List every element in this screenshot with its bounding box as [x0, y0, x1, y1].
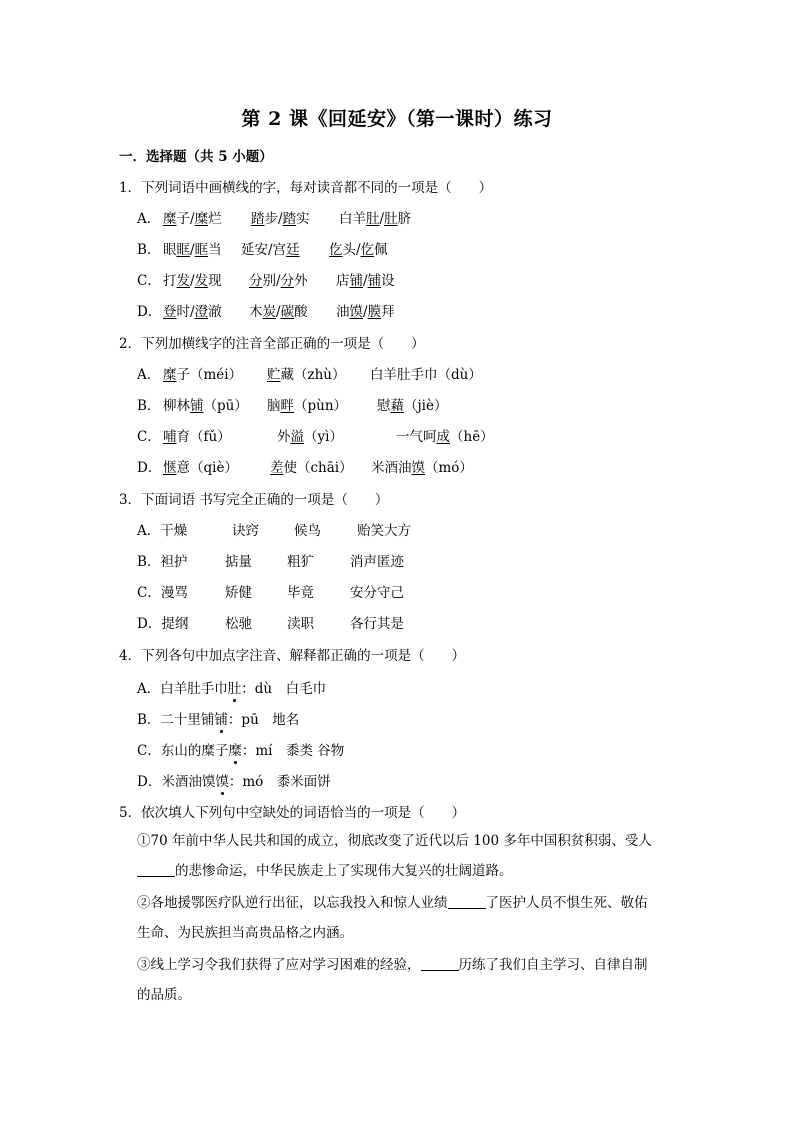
text-fragment: 头/ — [342, 242, 361, 258]
text-fragment: 眶 — [176, 242, 190, 258]
text-fragment: A． — [137, 367, 161, 383]
text-fragment: 藉 — [390, 398, 404, 414]
text-fragment: ：dù 白毛巾 — [241, 681, 327, 697]
text-fragment: 馍 — [411, 460, 425, 476]
text-fragment: 白羊肚手巾（dù） — [370, 367, 482, 383]
sentence-2-line-2: 生命、为民族担当高贵品格之内涵。 — [137, 925, 353, 941]
text-fragment: 肚 — [384, 211, 398, 227]
text-fragment: ：mí 黍类 谷物 — [241, 743, 345, 759]
text-fragment: 铺 — [214, 712, 228, 728]
question-4-stem: 4．下列各句中加点字注音、解释都正确的一项是（ ） — [119, 648, 466, 664]
text-fragment: 踏 — [282, 211, 297, 227]
text-fragment: 碳 — [280, 304, 295, 320]
text-fragment: 佩 — [374, 242, 388, 258]
blank-2[interactable] — [448, 895, 486, 909]
text-fragment: 时/ — [176, 304, 195, 320]
text-fragment: 惬 — [163, 460, 177, 476]
text-fragment: 柳林 — [163, 398, 190, 414]
sentence-2-line-1 — [137, 893, 648, 913]
text-fragment: B． — [137, 398, 161, 414]
text-fragment: ：mó 黍米面饼 — [228, 774, 331, 790]
text-fragment: 仡 — [360, 242, 375, 258]
text-fragment: 木 — [249, 304, 263, 320]
text-fragment: 糜 — [163, 367, 177, 383]
text-fragment: 铺 — [190, 398, 204, 414]
text-fragment: （pū） — [203, 398, 248, 414]
text-fragment: 步/ — [264, 211, 283, 227]
text-fragment: 毕竟 — [287, 585, 314, 601]
text-fragment: 现 — [208, 273, 222, 289]
text-fragment: 脑 — [267, 398, 281, 414]
text-fragment: 油 — [336, 304, 350, 320]
sentence-1-line-1: ①70 年前中华人民共和国的成立，彻底改变了近代以后 100 多年中国积贫积弱、受人 — [137, 833, 652, 849]
text-fragment: 候鸟 — [294, 523, 321, 539]
text-fragment: 设 — [381, 273, 395, 289]
text-fragment: 仡 — [329, 242, 343, 258]
text-fragment: 外 — [277, 429, 291, 445]
text-fragment: ：pū 地名 — [227, 712, 300, 728]
text-fragment: 成 — [436, 429, 450, 445]
text-fragment: 消声匿迹 — [350, 554, 404, 570]
text-fragment: 铺 — [349, 273, 363, 289]
text-fragment: D．米酒油馍 — [137, 774, 216, 790]
text-fragment: 安分守己 — [350, 585, 404, 601]
text-fragment: 肚 — [227, 681, 242, 697]
question-4-option-a[interactable] — [137, 677, 326, 697]
text-fragment: / — [190, 273, 195, 289]
text-fragment: 膜 — [367, 304, 382, 320]
question-5-stem: 5．依次填人下列句中空缺处的词语恰当的一项是（ ） — [119, 805, 466, 821]
text-fragment: 酸 — [294, 304, 308, 320]
sentence-3-line-1 — [137, 955, 648, 975]
text-fragment: / — [190, 242, 195, 258]
text-fragment: 别/ — [262, 273, 281, 289]
text-fragment: 实 — [296, 211, 310, 227]
text-fragment: 掂量 — [225, 554, 252, 570]
text-fragment: D． — [137, 304, 162, 320]
text-fragment: 子（méi） — [176, 367, 243, 383]
text-fragment: 的悲惨命运，中华民族走上了实现伟大复兴的壮阔道路。 — [175, 863, 513, 879]
text-fragment: 溢 — [290, 429, 304, 445]
text-fragment: 畔 — [280, 398, 294, 414]
text-fragment: 贮 — [267, 367, 281, 383]
question-4-option-c[interactable] — [137, 739, 344, 759]
question-2-stem: 2．下列加横线字的注音全部正确的一项是（ ） — [119, 336, 425, 352]
text-fragment: 慰 — [377, 398, 391, 414]
text-fragment: 诀窍 — [232, 523, 259, 539]
text-fragment: 差 — [270, 460, 284, 476]
text-fragment: 铺 — [367, 273, 382, 289]
text-fragment: 松驰 — [225, 616, 252, 632]
text-fragment: 踏 — [251, 211, 265, 227]
text-fragment: C． — [137, 273, 161, 289]
text-fragment: 糜 — [194, 211, 209, 227]
text-fragment: D．提纲 — [137, 616, 189, 632]
text-fragment: 馍 — [349, 304, 363, 320]
text-fragment: 哺 — [163, 429, 177, 445]
text-fragment: 意（qiè） — [176, 460, 238, 476]
text-fragment: 肚 — [366, 211, 380, 227]
text-fragment: 脐 — [397, 211, 412, 227]
sentence-1-line-2 — [137, 861, 513, 881]
text-fragment: D． — [137, 460, 162, 476]
text-fragment: 渎职 — [287, 616, 314, 632]
text-fragment: / — [363, 273, 368, 289]
text-fragment: 廷 — [286, 242, 300, 258]
section-heading: 一．选择题（共 5 小题） — [119, 149, 273, 165]
question-4-option-b[interactable] — [137, 708, 299, 728]
text-fragment: 贻笑大方 — [357, 523, 411, 539]
question-3-stem: 3．下面词语 书写完全正确的一项是（ ） — [119, 492, 389, 508]
sentence-3-line-2: 的品质。 — [137, 987, 191, 1003]
text-fragment: 延安/宫 — [241, 242, 287, 258]
text-fragment: A． — [137, 211, 161, 227]
text-fragment: B． — [137, 242, 161, 258]
text-fragment: 藏（zhù） — [280, 367, 346, 383]
text-fragment: 店 — [336, 273, 350, 289]
text-fragment: ③线上学习令我们获得了应对学习困难的经验， — [137, 957, 421, 973]
text-fragment: 分 — [280, 273, 295, 289]
text-fragment: 米酒油 — [371, 460, 412, 476]
text-fragment: C．东山的糜子 — [137, 743, 229, 759]
page-title: 第 2 课《回延安》（第一课时）练习 — [241, 108, 553, 130]
text-fragment: B．袒护 — [137, 554, 188, 570]
text-fragment: C．漫骂 — [137, 585, 188, 601]
text-fragment: 眶 — [194, 242, 209, 258]
text-fragment: 澈 — [208, 304, 222, 320]
text-fragment: 馍 — [215, 774, 229, 790]
text-fragment: 登 — [163, 304, 177, 320]
text-fragment: 炭 — [262, 304, 276, 320]
text-fragment: （jiè） — [404, 398, 448, 414]
text-fragment: 发 — [194, 273, 209, 289]
text-fragment: 分 — [249, 273, 263, 289]
text-fragment: 矫健 — [225, 585, 252, 601]
text-fragment: （mó） — [425, 460, 473, 476]
text-fragment: 眼 — [163, 242, 177, 258]
text-fragment: 糜 — [163, 211, 177, 227]
blank-3[interactable] — [421, 957, 459, 971]
text-fragment: 子/ — [176, 211, 195, 227]
text-fragment: 历练了我们自主学习、自律自制 — [458, 957, 648, 973]
text-fragment: 育（fǔ） — [176, 429, 231, 445]
text-fragment: / — [276, 304, 281, 320]
text-fragment: 发 — [176, 273, 190, 289]
text-fragment: 打 — [163, 273, 177, 289]
blank-1[interactable] — [137, 863, 175, 877]
text-fragment: （pùn） — [294, 398, 348, 414]
text-fragment: 烂 — [208, 211, 222, 227]
text-fragment: / — [363, 304, 368, 320]
text-fragment: 拜 — [381, 304, 395, 320]
text-fragment: 外 — [294, 273, 308, 289]
text-fragment: A．白羊肚手巾 — [137, 681, 228, 697]
question-1-stem: 1．下列词语中画横线的字，每对读音都不同的一项是（ ） — [119, 180, 493, 196]
text-fragment: 澄 — [194, 304, 209, 320]
text-fragment: C． — [137, 429, 161, 445]
text-fragment: 糜 — [228, 743, 242, 759]
text-fragment: 粗犷 — [287, 554, 314, 570]
text-fragment: 使（chāi） — [283, 460, 353, 476]
text-fragment: （hē） — [450, 429, 494, 445]
text-fragment: 一气呵 — [396, 429, 437, 445]
text-fragment: （yì） — [304, 429, 343, 445]
text-fragment: A．干燥 — [137, 523, 188, 539]
text-fragment: / — [379, 211, 385, 227]
question-4-option-d[interactable] — [137, 770, 331, 790]
text-fragment: 白羊 — [339, 211, 366, 227]
text-fragment: 了医护人员不惧生死、敬佑 — [485, 895, 648, 911]
text-fragment: B．二十里铺 — [137, 712, 215, 728]
text-fragment: ②各地援鄂医疗队逆行出征，以忘我投入和惊人业绩 — [137, 895, 448, 911]
text-fragment: 当 — [208, 242, 222, 258]
text-fragment: 各行其是 — [350, 616, 404, 632]
